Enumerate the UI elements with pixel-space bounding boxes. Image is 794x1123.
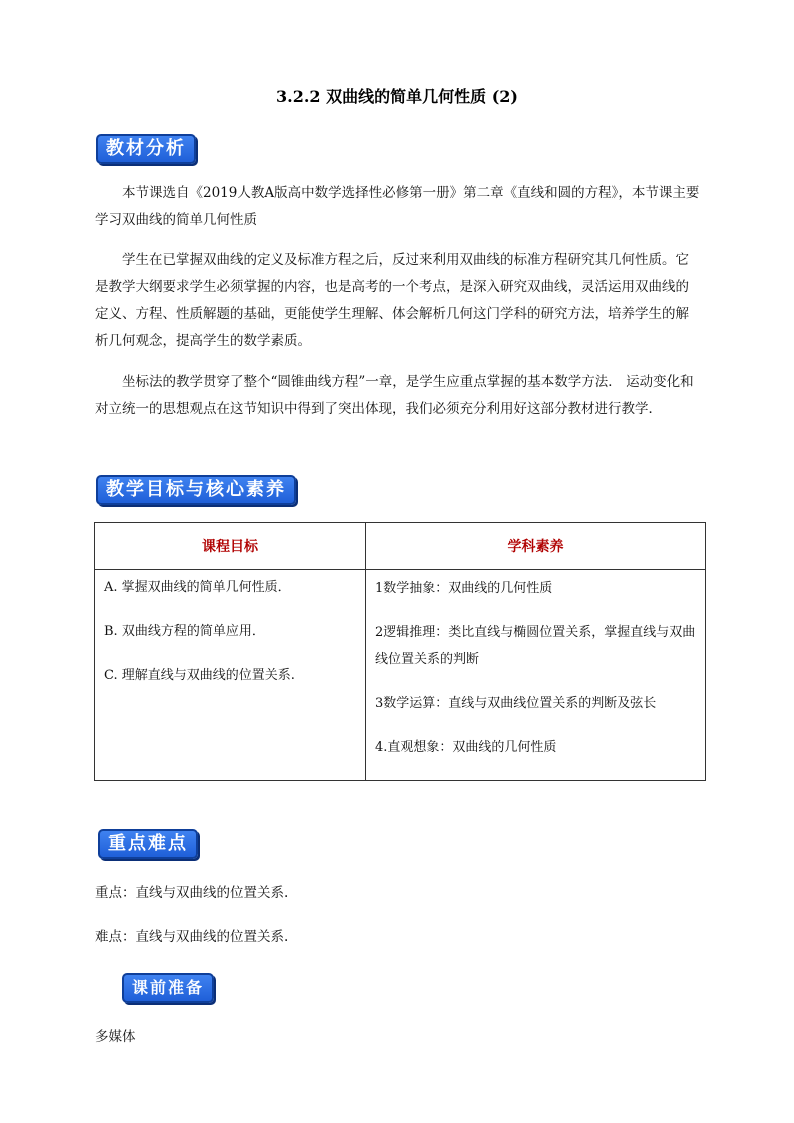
section-badge-goals: 教学目标与核心素养 (96, 475, 296, 505)
literacy-item: 3数学运算：直线与双曲线位置关系的判断及弦长 (375, 696, 657, 711)
analysis-paragraph-2: 学生在已掌握双曲线的定义及标准方程之后，反过来利用双曲线的标准方程研究其几何性质。它是教学大纲要求学生必须掌握的内容，也是高考的一个考点，是深入研究双曲线，灵活运用双曲线的定义、方程、性质解题的基础，更能使学生理解、体会解析几何这门学科的研究方法，培养学生的解析几何观念，提高学生的数学素质。 (95, 252, 689, 349)
key-point-difficulty: 难点：直线与双曲线的位置关系. (95, 929, 289, 945)
objective-item: A. 掌握双曲线的简单几何性质． (104, 580, 291, 595)
objectives-cell (95, 570, 366, 781)
section-badge-preparation: 课前准备 (122, 973, 214, 1003)
section-badge-analysis: 教材分析 (96, 134, 196, 164)
objectives-list (96, 571, 364, 685)
literacy-item: 1数学抽象：双曲线的几何性质 (375, 581, 553, 596)
analysis-paragraph-1: 本节课选自《2019人教A版高中数学选择性必修第一册》第二章《直线和圆的方程》，本节课主要学习双曲线的简单几何性质 (95, 185, 700, 228)
header-course-objectives: 课程目标 (95, 523, 366, 570)
literacy-item: 4.直观想象：双曲线的几何性质 (375, 740, 557, 755)
key-point-focus: 重点：直线与双曲线的位置关系. (95, 885, 289, 901)
document-title: 3.2.2 双曲线的简单几何性质 (2) (276, 87, 518, 106)
section-badge-key-points: 重点难点 (98, 829, 198, 859)
objective-item: B. 双曲线方程的简单应用． (104, 624, 265, 639)
goals-table-header-row (95, 523, 706, 570)
goals-table-row (95, 570, 706, 781)
literacy-item: 2逻辑推理：类比直线与椭圆位置关系，掌握直线与双曲线位置关系的判断 (375, 625, 696, 667)
preparation-text: 多媒体 (95, 1029, 136, 1045)
goals-table (94, 522, 706, 781)
header-subject-literacy: 学科素养 (366, 523, 706, 570)
literacy-list (367, 571, 704, 761)
objective-item: C. 理解直线与双曲线的位置关系. (104, 668, 295, 683)
analysis-paragraph-3: 坐标法的教学贯穿了整个“圆锥曲线方程”一章，是学生应重点掌握的基本数学方法． 运动变化和对立统一的思想观点在这节知识中得到了突出体现，我们必须充分利用好这部分教材进行教学． (95, 374, 694, 417)
literacy-cell (366, 570, 706, 781)
